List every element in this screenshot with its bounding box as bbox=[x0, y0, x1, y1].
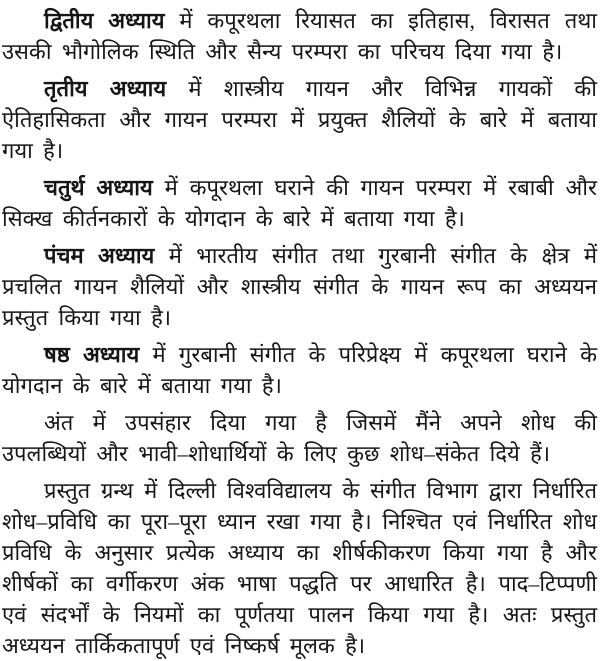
paragraph-chapter-4-summary bbox=[2, 172, 597, 234]
paragraph-chapter-3-summary bbox=[2, 73, 597, 166]
paragraph-chapter-6-summary bbox=[2, 339, 597, 401]
paragraph-text: में भारतीय संगीत तथा गुरबानी संगीत के क्षेत्र में प्रचलित गायन शैलियों और शास्त्रीय संगीत के गायन रूप का अध्ययन प्रस्तुत किया गया है। bbox=[2, 243, 598, 330]
chapter-6-heading: षष्ठ अध्याय bbox=[44, 342, 140, 367]
chapter-4-heading: चतुर्थ अध्याय bbox=[44, 175, 153, 200]
paragraph-text: में शास्त्रीय गायन और विभिन्न गायकों की ऐतिहासिकता और गायन परम्परा में प्रयुक्त शैलियों के बारे में बताया गया है। bbox=[2, 76, 597, 163]
chapter-2-heading: द्वितीय अध्याय bbox=[44, 8, 165, 33]
paragraph-text: में कपूरथला रियासत का इतिहास, विरासत तथा उसकी भौगोलिक स्थिति और सैन्य परम्परा का परिचय दिया गया है। bbox=[2, 8, 597, 64]
paragraph-text: में गुरबानी संगीत के परिप्रेक्ष्य में कपूरथला घराने के योगदान के बारे में बताया गया है। bbox=[2, 342, 598, 398]
paragraph-conclusion-note bbox=[2, 407, 597, 469]
paragraph-text: में कपूरथला घराने की गायन परम्परा में रबाबी और सिक्ख कीर्तनकारों के योगदान के बारे में बताया गया है। bbox=[2, 175, 597, 231]
chapter-5-heading: पंचम अध्याय bbox=[44, 243, 155, 268]
paragraph-methodology-note bbox=[2, 475, 597, 661]
paragraph-chapter-5-summary bbox=[2, 240, 597, 333]
paragraph-text: अंत में उपसंहार दिया गया है जिसमें मैंने अपने शोध की उपलब्धियों और भावी–शोधार्थियों के लिए कुछ शोध–संकेत दिये हैं। bbox=[2, 410, 597, 466]
paragraph-chapter-2-summary bbox=[2, 5, 597, 67]
chapter-3-heading: तृतीय अध्याय bbox=[44, 76, 167, 101]
paragraph-text: प्रस्तुत ग्रन्थ में दिल्ली विश्वविद्यालय के संगीत विभाग द्वारा निर्धारित शोध–प्रविधि का पूरा–पूरा ध्यान रखा गया है। निश्चित एवं निर्धारित शोध प्रविधि के अनुसार प्रत्येक अध्याय का शीर्षकीकरण किया गया है और शीर्षकों का वर्गीकरण अंक भाषा पद्धति पर आधारित है। पाद–टिप्पणी एवं संदर्भों के नियमों का पूर्णतया पालन किया गया है। अतः प्रस्तुत अध्ययन तार्किकतापूर्ण एवं निष्कर्ष मूलक है। bbox=[2, 478, 597, 658]
